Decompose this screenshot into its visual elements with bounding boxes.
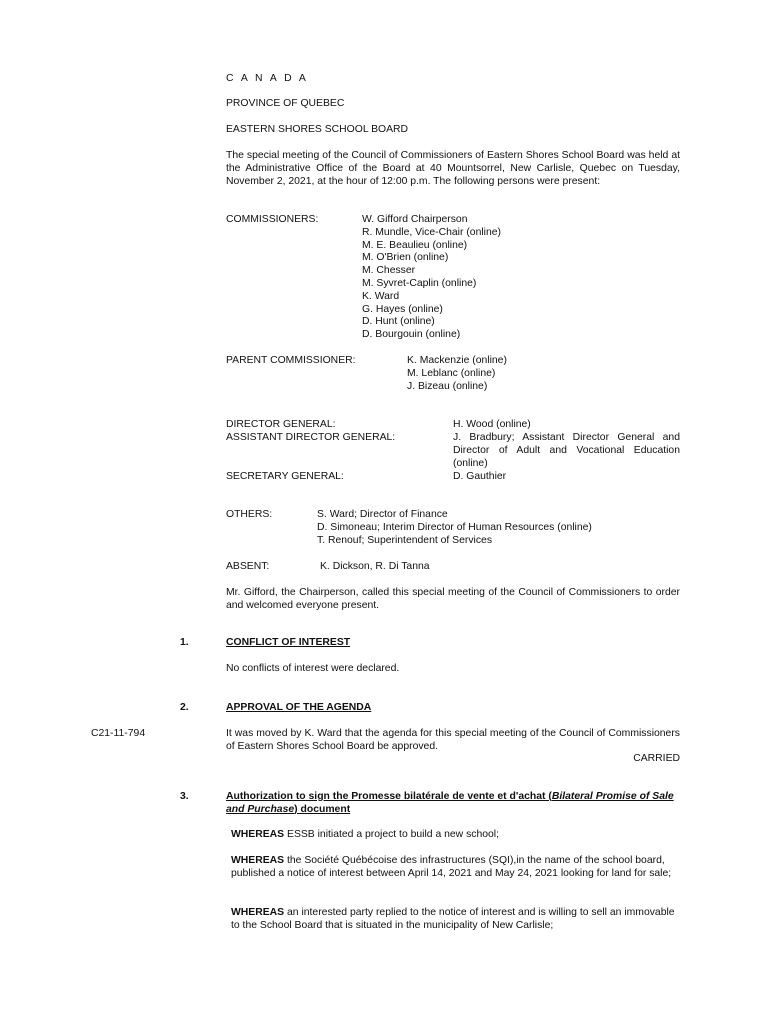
item-number: 1.	[180, 637, 189, 648]
parent-commissioner-list	[407, 355, 507, 393]
item-text: No conflicts of interest were declared.	[226, 663, 400, 674]
item-title-italic-part: Bilateral Promise of Sale and Purchase	[226, 791, 674, 815]
parent-commissioner-name: K. Mackenzie (online)	[407, 355, 507, 366]
commissioner-name: D. Bourgouin (online)	[362, 329, 461, 341]
other-attendee: S. Ward; Director of Finance	[317, 509, 448, 520]
absent-label: ABSENT:	[226, 561, 270, 572]
intro-paragraph: The special meeting of the Council of Commissioners of Eastern Shores School Board was held at the Administrative Office of the Board at 40 Mountsorrel, New Carlisle, Quebec on Tuesday, November 2, 2021, at the hour of 12:00 p.m. The following persons were present:	[226, 150, 680, 187]
assistant-director-general-name: J. Bradbury; Assistant Director General and Director of Adult and Vocational Education (online)	[453, 432, 680, 469]
parent-commissioner-name: J. Bizeau (online)	[407, 380, 488, 392]
commissioner-name: K. Ward	[362, 290, 400, 302]
absent-names: K. Dickson, R. Di Tanna	[320, 561, 430, 572]
parent-commissioner-name: M. Leblanc (online)	[407, 367, 496, 379]
opening-paragraph: Mr. Gifford, the Chairperson, called this special meeting of the Council of Commissioners to order and welcomed everyone present.	[226, 587, 680, 611]
commissioner-name: M. E. Beaulieu (online)	[362, 239, 468, 251]
board-heading: EASTERN SHORES SCHOOL BOARD	[226, 124, 409, 135]
resolution-number: C21-11-794	[91, 728, 146, 739]
item-title-conflict-of-interest: CONFLICT OF INTEREST	[226, 637, 351, 648]
item-number: 2.	[180, 702, 189, 713]
item-title-authorization-to-sign	[226, 791, 680, 817]
whereas-text: an interested party replied to the notice of interest and is willing to sell an immovable to the School Board that is situated in the municipality of New Carlisle;	[231, 907, 675, 931]
province-heading: PROVINCE OF QUEBEC	[226, 98, 345, 109]
secretary-general-name: D. Gauthier	[453, 471, 507, 482]
others-list	[317, 509, 592, 547]
whereas-text: the Société Québécoise des infrastructures (SQI),in the name of the school board, published a notice of interest between April 14, 2021 and May 24, 2021 looking for land for sale;	[231, 855, 672, 879]
commissioner-name: M. O'Brien (online)	[362, 252, 449, 264]
commissioner-name: D. Hunt (online)	[362, 316, 435, 328]
commissioner-name: R. Mundle, Vice-Chair (online)	[362, 226, 501, 238]
parent-commissioner-label: PARENT COMMISSIONER:	[226, 355, 356, 366]
others-label: OTHERS:	[226, 509, 273, 520]
other-attendee: T. Renouf; Superintendent of Services	[317, 534, 493, 546]
item-title-part: Authorization to sign the Promesse bilatérale de vente et d'achat (	[226, 791, 552, 802]
commissioner-name: M. Chesser	[362, 265, 416, 277]
item-title-part: ) document	[294, 803, 351, 815]
whereas-keyword: WHEREAS	[231, 829, 285, 840]
director-general-label: DIRECTOR GENERAL:	[226, 419, 336, 430]
director-general-name: H. Wood (online)	[453, 419, 531, 430]
commissioners-label: COMMISSIONERS:	[226, 214, 319, 225]
whereas-keyword: WHEREAS	[231, 907, 285, 918]
country-heading: C A N A D A	[226, 73, 309, 84]
whereas-keyword: WHEREAS	[231, 855, 285, 866]
carried-status: CARRIED	[633, 753, 680, 764]
item-number: 3.	[180, 791, 189, 802]
other-attendee: D. Simoneau; Interim Director of Human Resources (online)	[317, 521, 592, 533]
commissioner-name: M. Syvret-Caplin (online)	[362, 277, 477, 289]
whereas-clause	[231, 855, 676, 881]
whereas-text: ESSB initiated a project to build a new school;	[284, 829, 499, 840]
whereas-clause	[231, 907, 676, 933]
commissioner-name: G. Hayes (online)	[362, 303, 443, 315]
whereas-clause	[231, 829, 676, 842]
assistant-director-general-label: ASSISTANT DIRECTOR GENERAL:	[226, 432, 396, 443]
item-title-approval-of-agenda: APPROVAL OF THE AGENDA	[226, 702, 372, 713]
commissioners-list	[362, 214, 501, 342]
item-text: It was moved by K. Ward that the agenda for this special meeting of the Council of Commissioners of Eastern Shores School Board be approved.	[226, 728, 680, 752]
secretary-general-label: SECRETARY GENERAL:	[226, 471, 344, 482]
commissioner-name: W. Gifford Chairperson	[362, 214, 468, 225]
